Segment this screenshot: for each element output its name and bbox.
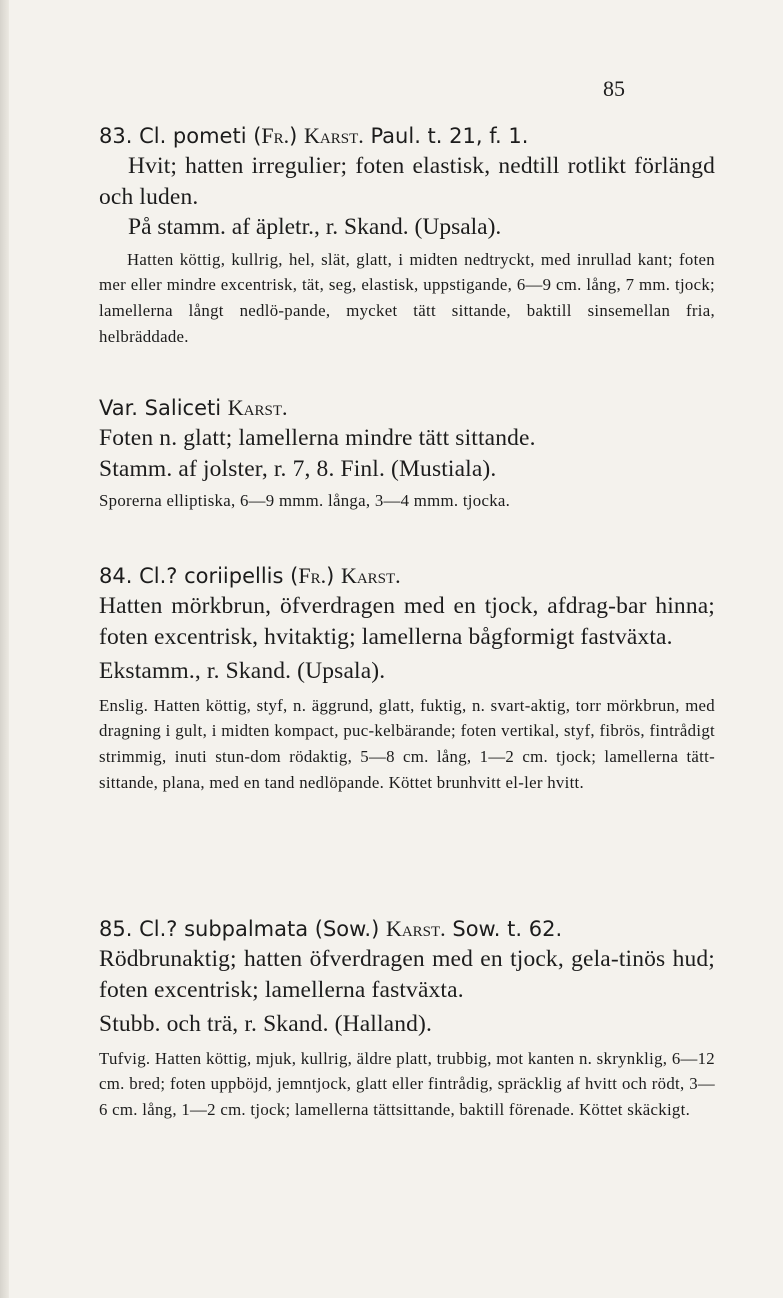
entry-heading: 84. Cl.? coriipellis (Fr.) Karst. <box>99 563 401 588</box>
entry-83 <box>99 121 715 350</box>
entry-habitat: Stubb. och trä, r. Skand. (Halland). <box>99 1011 433 1037</box>
entry-heading: 83. Cl. pometi (Fr.) Karst. Paul. t. 21, f. 1. <box>99 123 529 148</box>
entry-var-saliceti <box>99 393 715 514</box>
entry-description: Sporerna elliptiska, 6—9 mmm. långa, 3—4 mmm. tjocka. <box>99 491 511 510</box>
entry-description: Tufvig. Hatten köttig, mjuk, kullrig, äldre platt, trubbig, mot kanten n. skrynklig, 6—12 cm. bred; foten uppböjd, jemntjock, glatt eller fintrådig, spräcklig af hvitt och rödt, 3—6 cm. lång, 1—2 cm. tjock; lamellerna tättsittande, baktill förenade. Köttet skäckigt. <box>99 1048 715 1120</box>
entry-diagnosis: Hvit; hatten irregulier; foten elastisk, nedtill rotlikt förlängd och luden. <box>99 153 715 210</box>
entry-habitat: Stamm. af jolster, r. 7, 8. Finl. (Mustiala). <box>99 455 497 482</box>
entry-diagnosis: Foten n. glatt; lamellerna mindre tätt sittande. <box>99 425 536 451</box>
entry-diagnosis: Rödbrunaktig; hatten öfverdragen med en tjock, gela-tinös hud; foten excentrisk; lamellerna fastväxta. <box>99 946 715 1003</box>
entry-description: Enslig. Hatten köttig, styf, n. äggrund, glatt, fuktig, n. svart-aktig, torr mörkbrun, med dragning i gult, i midten kompact, puc-kelbärande; foten vertikal, styf, fibrös, fintrådigt strimmig, inuti stun-dom rödaktig, 5—8 cm. lång, 1—2 cm. tjock; lamellerna tätt-sittande, plana, med en tand nedlöpande. Köttet brunhvitt el-ler hvitt. <box>99 695 715 792</box>
entry-85 <box>99 914 715 1123</box>
entry-diagnosis: Hatten mörkbrun, öfverdragen med en tjock, afdrag-bar hinna; foten excentrisk, hvitaktig; lamellerna bågformigt fastväxta. <box>99 593 715 650</box>
entry-heading: Var. Saliceti Karst. <box>99 395 288 420</box>
page-edge-shadow <box>0 0 9 1298</box>
entry-description: Hatten köttig, kullrig, hel, slät, glatt, i midten nedtryckt, med inrullad kant; foten mer eller mindre excentrisk, tät, seg, elastisk, uppstigande, 6—9 cm. lång, 7 mm. tjock; lamellerna långt nedlö-pande, mycket tätt sittande, baktill sinsemellan fria, helbräddade. <box>99 249 715 346</box>
entry-habitat: På stamm. af äpletr., r. Skand. (Upsala). <box>128 214 502 240</box>
page-number: 85 <box>603 76 625 101</box>
entry-84 <box>99 561 715 796</box>
entry-habitat: Ekstamm., r. Skand. (Upsala). <box>99 658 386 684</box>
entry-heading: 85. Cl.? subpalmata (Sow.) Karst. Sow. t. 62. <box>99 916 563 941</box>
